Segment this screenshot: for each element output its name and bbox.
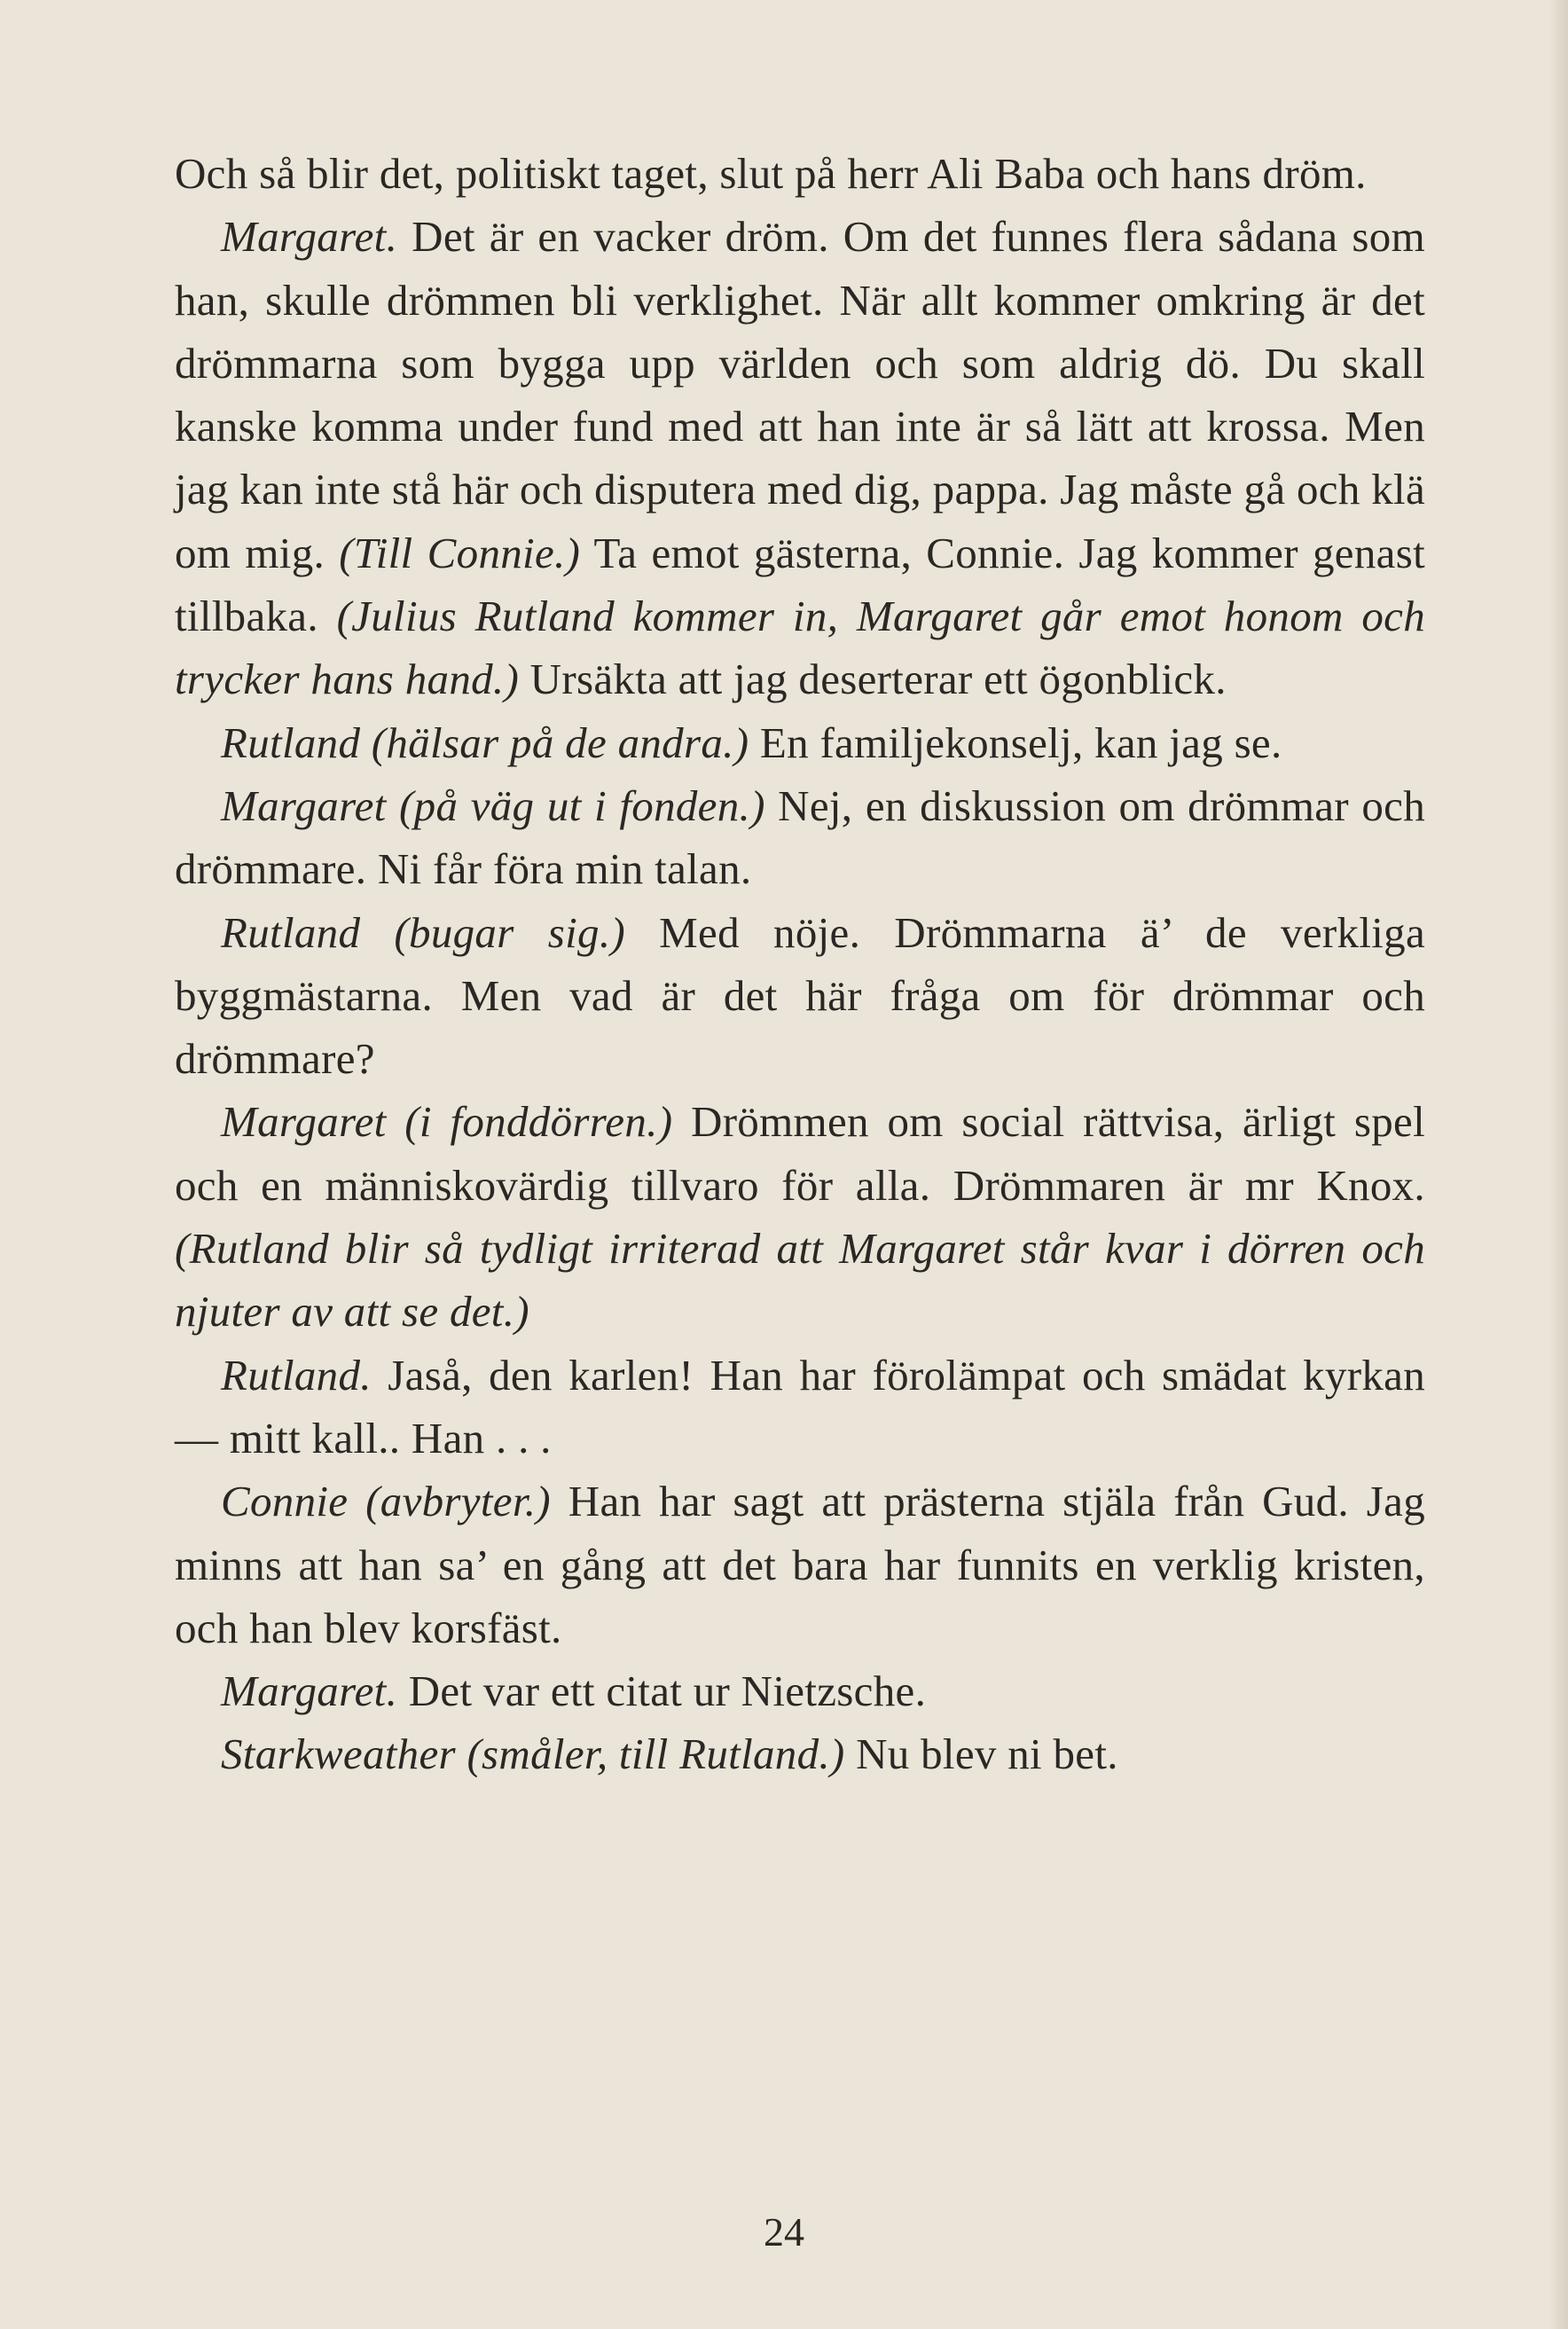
- dialogue-text: Nej, en diskussion om drömmar och drömmare. Ni får föra min talan.: [175, 780, 1426, 894]
- speaker-name: Margaret.: [221, 212, 398, 262]
- speaker-name: Connie (avbryter.): [221, 1477, 551, 1526]
- dialogue-text: Det är en vacker dröm. Om det funnes flera sådana som han, skulle drömmen bli verklighet. När allt kommer omkring är det drömmarna som bygga upp världen och som aldrig dö. Du skall kanske komma under fund med att han inte är så lätt att krossa. Men jag kan inte stå här och disputera med dig, pappa. Jag måste gå och klä om mig.: [175, 212, 1425, 577]
- stage-direction: (Till Connie.): [339, 528, 581, 577]
- dialogue-text: Drömmen om social rättvisa, ärligt spel och en människovärdig tillvaro för alla. Drömmaren är mr Knox.: [175, 1097, 1426, 1210]
- paragraph: [175, 1344, 1425, 1470]
- speaker-name: Margaret (i fonddörren.): [221, 1097, 673, 1147]
- stage-direction: (Rutland blir så tydligt irriterad att Margaret står kvar i dörren och njuter av att se det.): [175, 1224, 1425, 1337]
- dialogue-text: Med nöje. Drömmarna ä’ de verkliga byggmästarna. Men vad är det här fråga om för drömmar och drömmare?: [175, 907, 1425, 1084]
- dialogue-text: Ursäkta att jag deserterar ett ögonblick.: [519, 655, 1227, 704]
- speaker-name: Margaret (på väg ut i fonden.): [221, 780, 765, 830]
- dialogue-text: Nu blev ni bet.: [844, 1729, 1118, 1779]
- paragraph: [175, 1090, 1425, 1343]
- dialogue-text: Jaså, den karlen! Han har förolämpat och smädat kyrkan — mitt kall.. Han . . .: [175, 1350, 1425, 1462]
- dialogue-text: En familjekonselj, kan jag se.: [749, 718, 1282, 767]
- dialogue-text: Det var ett citat ur Nietzsche.: [397, 1666, 927, 1716]
- speaker-name: Starkweather (småler, till Rutland.): [221, 1729, 845, 1779]
- dialogue-text: Och så blir det, politiskt taget, slut på herr Ali Baba och hans dröm.: [175, 149, 1367, 198]
- paragraph: [175, 901, 1425, 1091]
- dialogue-text: Han har sagt att prästerna stjäla från Gud. Jag minns att han sa’ en gång att det bara har funnits en verklig kristen, och han blev korsfäst.: [175, 1477, 1425, 1652]
- dialogue-text: Ta emot gästerna, Connie. Jag kommer genast tillbaka.: [175, 528, 1425, 641]
- page-body: [175, 142, 1425, 1786]
- speaker-name: Rutland.: [221, 1350, 372, 1400]
- paragraph: [175, 711, 1425, 774]
- paragraph: [175, 1722, 1425, 1785]
- paragraph: [175, 1659, 1425, 1722]
- paragraph: [175, 142, 1425, 205]
- paragraph: [175, 205, 1425, 710]
- page-edge-shadow: [1548, 0, 1568, 2329]
- stage-direction: (Julius Rutland kommer in, Margaret går emot honom och trycker hans hand.): [175, 592, 1425, 704]
- speaker-name: Rutland (hälsar på de andra.): [221, 718, 749, 767]
- speaker-name: Rutland (bugar sig.): [221, 907, 625, 957]
- page-number: 24: [764, 2209, 804, 2255]
- speaker-name: Margaret.: [221, 1666, 398, 1716]
- paragraph: [175, 1470, 1425, 1659]
- paragraph: [175, 774, 1425, 901]
